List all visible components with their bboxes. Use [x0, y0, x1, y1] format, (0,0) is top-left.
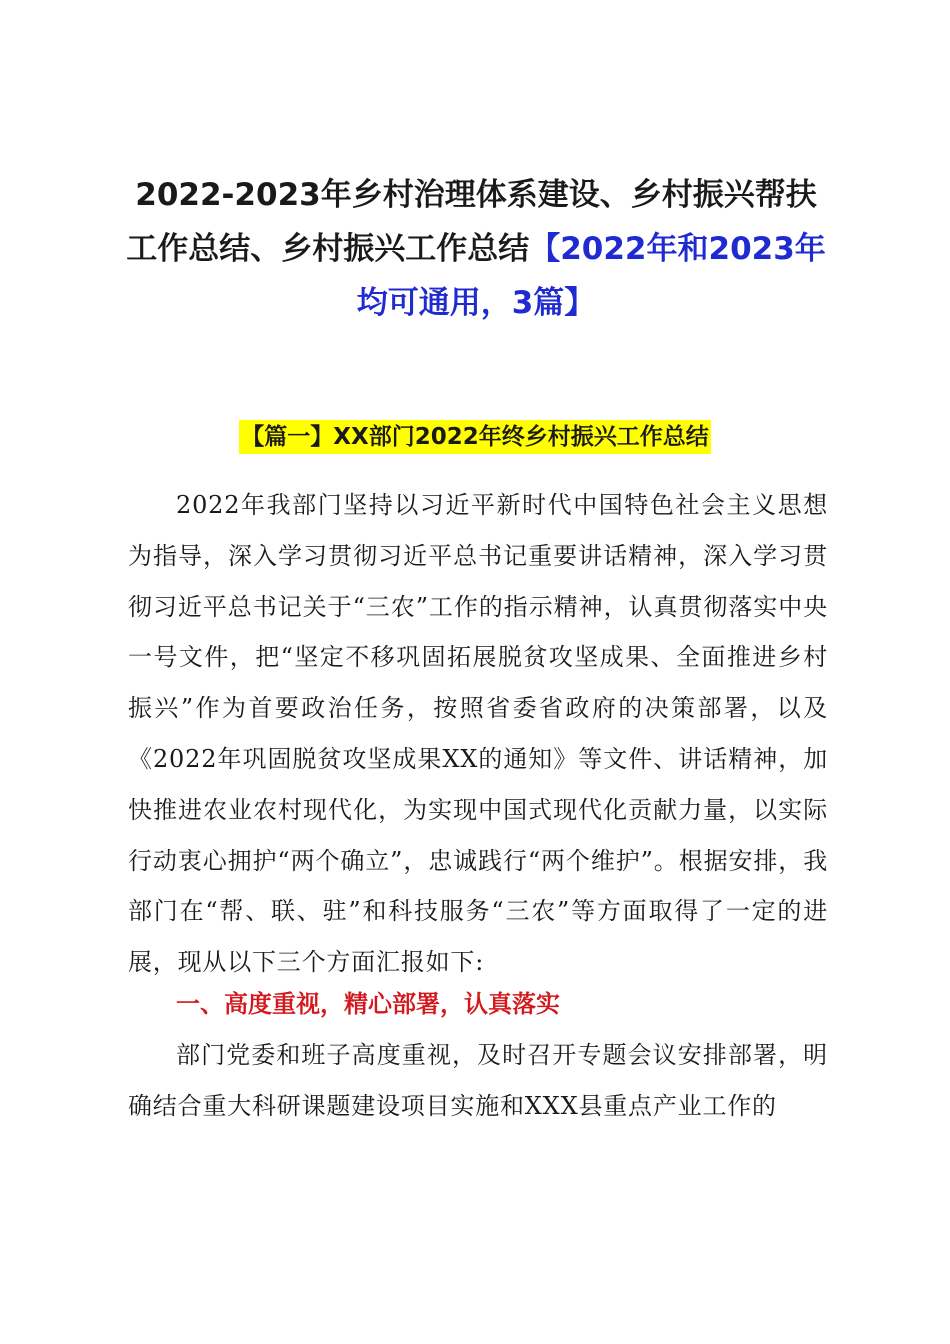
subtitle-highlighted: 【篇一】XX部门2022年终乡村振兴工作总结: [239, 420, 710, 454]
section-heading: 一、高度重视，精心部署，认真落实: [176, 990, 560, 1018]
paragraph-intro: 2022年我部门坚持以习近平新时代中国特色社会主义思想为指导，深入学习贯彻习近平总书记重要讲话精神，深入学习贯彻习近平总书记关于“三农”工作的指示精神，认真贯彻落实中央一号文件，把“坚定不移巩固拓展脱贫攻坚成果、全面推进乡村振兴”作为首要政治任务，按照省委省政府的决策部署，以及《2022年巩固脱贫攻坚成果XX的通知》等文件、讲话精神，加快推进农业农村现代化，为实现中国式现代化贡献力量，以实际行动衷心拥护“两个确立”，忠诚践行“两个维护”。根据安排，我部门在“帮、联、驻”和科技服务“三农”等方面取得了一定的进展，现从以下三个方面汇报如下:: [128, 491, 828, 977]
paragraph-section-1: 部门党委和班子高度重视，及时召开专题会议安排部署，明确结合重大科研课题建设项目实施和XXX县重点产业工作的: [128, 1041, 828, 1120]
title-main: 2022-2023年乡村治理体系建设、乡村振兴帮扶工作总结、乡村振兴工作总结: [126, 177, 817, 267]
document-title: [120, 168, 832, 330]
title-note: 【2022年和2023年均可通用，3篇】: [356, 231, 826, 321]
subtitle-row: [0, 420, 950, 454]
